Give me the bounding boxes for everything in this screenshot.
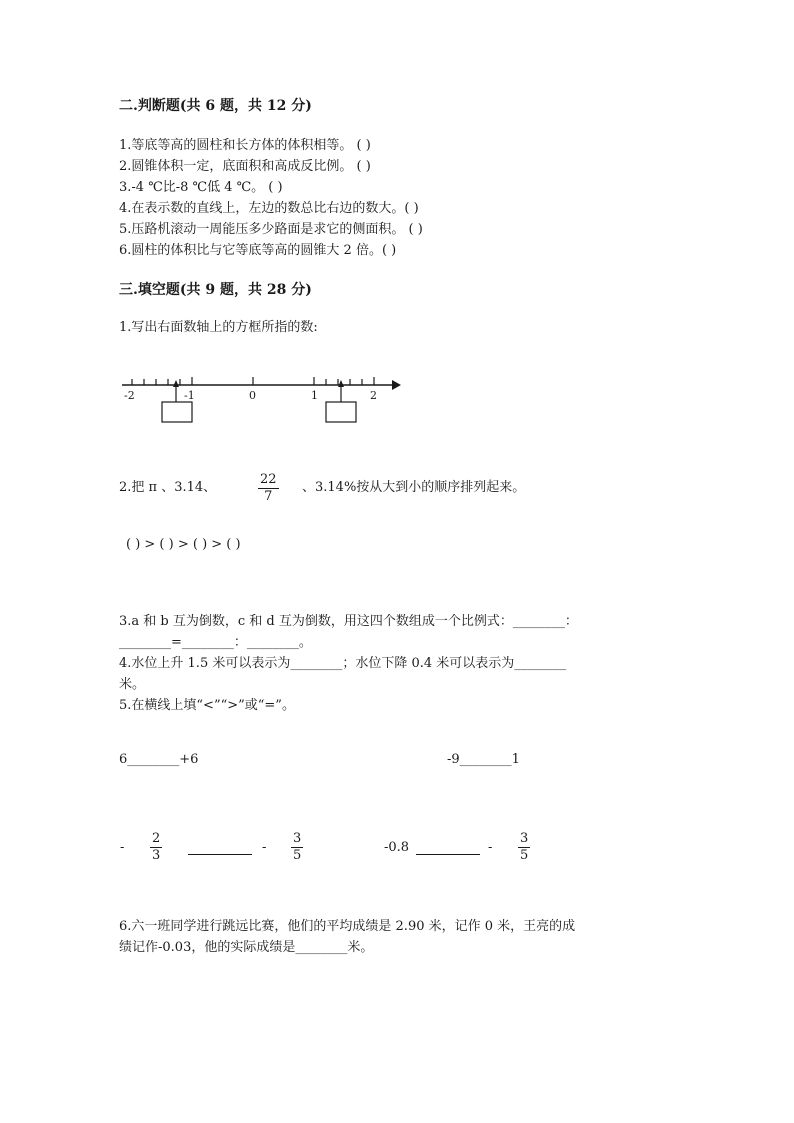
q2-frac-den: 7 [264, 489, 273, 504]
axis-label-neg2: -2 [124, 389, 135, 402]
q3-line1: 3.a 和 b 互为倒数，c 和 d 互为倒数，用这四个数组成一个比例式：________： [119, 614, 578, 629]
q4-line1: 4.水位上升 1.5 米可以表示为________；水位下降 0.4 米可以表示为________ [119, 656, 567, 671]
section2-heading: 二.判断题(共 6 题，共 12 分) [119, 98, 312, 114]
q5-f2-den: 5 [293, 848, 302, 863]
q2-order-line: ( ) > ( ) > ( ) > ( ) [126, 537, 241, 552]
q5-row1-left: 6________+6 [119, 752, 199, 767]
q1-text: 1.写出右面数轴上的方框所指的数: [119, 320, 318, 335]
judge-item-5: 5.压路机滚动一周能压多少路面是求它的侧面积。 ( ) [119, 222, 423, 237]
axis-arrow [392, 380, 401, 390]
q5-blank-2[interactable] [416, 840, 480, 855]
axis-label-neg1: -1 [184, 389, 195, 402]
q5-f1-den: 3 [152, 848, 161, 863]
q2-suffix: 、3.14%按从大到小的顺序排列起来。 [302, 480, 526, 495]
q5-text: 5.在横线上填“<”“>”或“=”。 [119, 698, 295, 713]
axis-label-2: 2 [370, 389, 377, 402]
q5-fraction-2 [291, 831, 303, 864]
axis-label-0: 0 [249, 389, 256, 402]
q5-f3-den: 5 [520, 848, 529, 863]
q5-minus-2: - [262, 840, 267, 855]
q5-f2-num: 3 [293, 831, 302, 846]
q6-line2: 绩记作-0.03，他的实际成绩是________米。 [119, 940, 374, 955]
q5-blank-1[interactable] [188, 840, 252, 855]
q5-row1-right: -9________1 [447, 752, 520, 767]
q5-decimal: -0.8 [384, 840, 410, 855]
q5-minus-3: - [488, 840, 493, 855]
number-line-figure [118, 368, 403, 426]
q5-f1-num: 2 [152, 831, 161, 846]
judge-item-2: 2.圆锥体积一定，底面积和高成反比例。 ( ) [119, 159, 371, 174]
q5-fraction-3 [518, 831, 530, 864]
q3-line2: ________=________：________。 [119, 635, 312, 650]
section3-heading: 三.填空题(共 9 题，共 28 分) [119, 282, 312, 298]
q6-line1: 6.六一班同学进行跳远比赛，他们的平均成绩是 2.90 米，记作 0 米，王亮的成 [119, 919, 576, 934]
q5-fraction-1 [150, 831, 162, 864]
q2-fraction [258, 472, 279, 505]
q5-f3-num: 3 [520, 831, 529, 846]
answer-box-right [326, 402, 356, 422]
q2-frac-num: 22 [260, 472, 277, 487]
judge-item-4: 4.在表示数的直线上，左边的数总比右边的数大。( ) [119, 201, 419, 216]
answer-box-left [162, 402, 192, 422]
judge-item-6: 6.圆柱的体积比与它等底等高的圆锥大 2 倍。( ) [119, 243, 397, 258]
judge-item-1: 1.等底等高的圆柱和长方体的体积相等。 ( ) [119, 138, 371, 153]
axis-label-1: 1 [311, 389, 318, 402]
q5-minus-1: - [120, 840, 125, 855]
q2-prefix: 2.把 π 、3.14、 [119, 480, 217, 495]
q4-line2: 米。 [119, 677, 146, 692]
judge-item-3: 3.-4 ℃比-8 ℃低 4 ℃。 ( ) [119, 180, 283, 195]
minor-ticks [132, 377, 374, 385]
